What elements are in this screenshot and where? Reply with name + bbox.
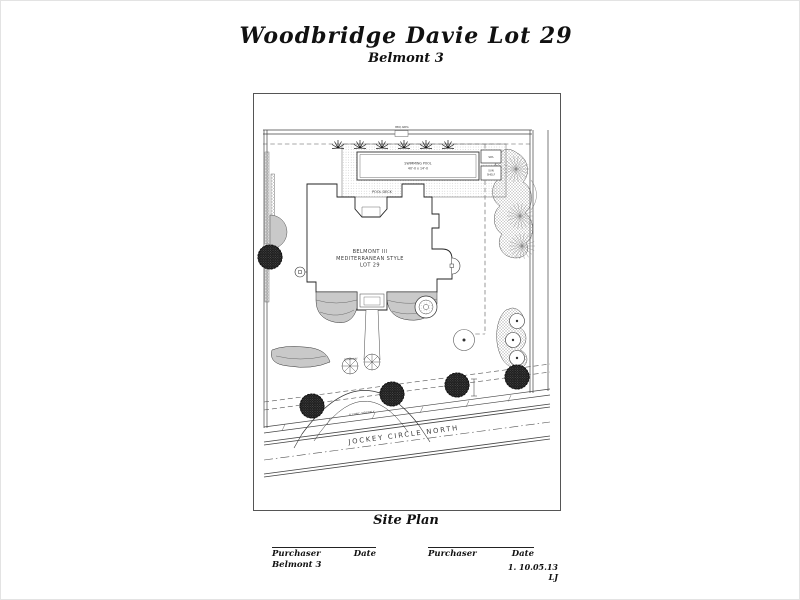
page-subtitle: Belmont 3 <box>368 51 444 66</box>
site-plan-drawing <box>254 94 560 510</box>
small-tree <box>454 330 475 351</box>
shrub <box>506 333 521 348</box>
pool-deck-label: POOL DECK <box>372 190 392 194</box>
signature-block-left <box>272 547 376 570</box>
plan-sheet-border <box>253 93 561 511</box>
fan-palm <box>364 354 380 370</box>
house-footprint <box>295 184 460 310</box>
signature-block-right <box>428 547 534 559</box>
house-style-label: MEDITERRANEAN STYLE <box>336 256 404 262</box>
spa-label: SPA <box>488 155 494 159</box>
page-title: Woodbridge Davie Lot 29 <box>239 23 573 49</box>
far-curb <box>264 436 550 477</box>
pool-label-line2: 40'-0 x 14'-0 <box>407 166 429 171</box>
shrub <box>510 351 525 366</box>
date-label: Date <box>511 549 534 559</box>
left-planting-bed <box>270 215 287 249</box>
dimension-mark <box>471 379 477 396</box>
purchaser-label: Purchaser <box>272 549 321 559</box>
left-shade-tree <box>258 245 282 269</box>
left-hedge-strips <box>265 152 287 302</box>
signature-line <box>428 547 534 548</box>
signature-line <box>272 547 376 548</box>
sun-shelf-label-line2: SHELF <box>486 173 496 177</box>
column-detail <box>295 267 307 277</box>
plan-caption: Site Plan <box>373 513 439 528</box>
paver-circle <box>415 296 437 318</box>
street-trees <box>300 365 529 418</box>
sun-shelf-label-line1: SUN <box>488 169 494 173</box>
shrub <box>510 314 525 329</box>
street-name-label: JOCKEY CIRCLE NORTH <box>347 423 460 447</box>
date-label: Date <box>353 549 376 559</box>
house-lot-label: LOT 29 <box>360 262 380 269</box>
entry-landscaping <box>271 292 437 374</box>
driveway-label: DRIVEWAY <box>344 357 358 362</box>
purchaser-label: Purchaser <box>428 549 477 559</box>
bbq-area-label: BBQ AREA <box>395 126 409 129</box>
house-model-label: BELMONT III <box>352 249 388 255</box>
community-note: Belmont 3 <box>272 560 322 570</box>
sidewalk-label: 4' CONC. SIDEWALK <box>348 410 375 417</box>
revision-note: 1. 10.05.13 LJ <box>507 562 558 582</box>
pool-label-line1: SWIMMING POOL <box>404 161 432 166</box>
bbq-area-box <box>395 131 408 137</box>
